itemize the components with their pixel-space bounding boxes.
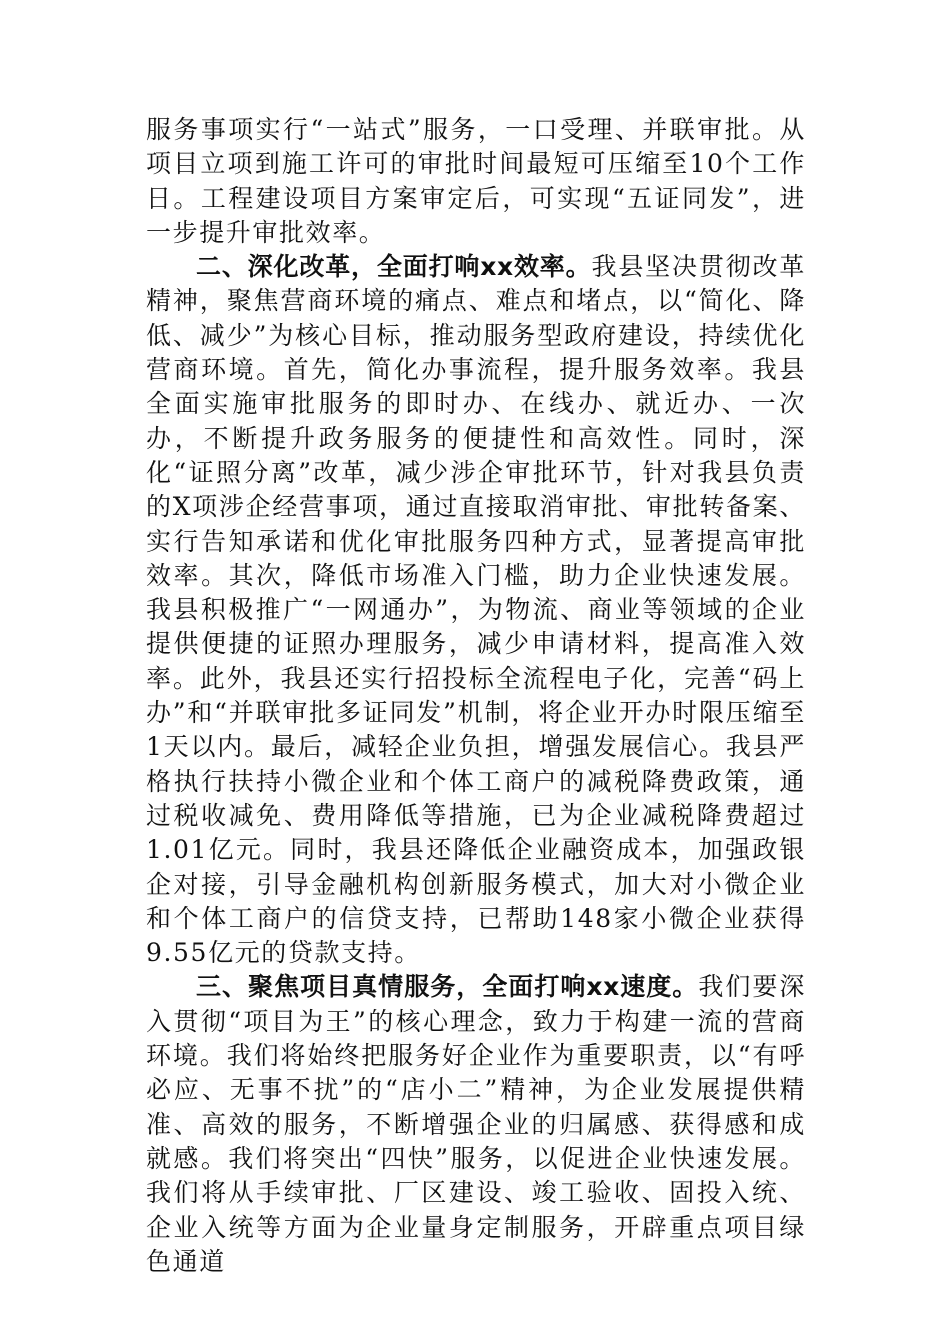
paragraph-2 — [146, 250, 806, 970]
paragraph-1-body: 服务事项实行“一站式”服务，一口受理、并联审批。从项目立项到施工许可的审批时间最短可压缩至10个工作日。工程建设项目方案审定后，可实现“五证同发”，进一步提升审批效率。 — [146, 115, 806, 247]
section-heading-3: 三、聚焦项目真情服务，全面打响xx速度。 — [196, 972, 699, 1002]
paragraph-2-body: 我县坚决贯彻改革精神，聚焦营商环境的痛点、难点和堵点，以“简化、降低、减少”为核心目标，推动服务型政府建设，持续优化营商环境。首先，简化办事流程，提升服务效率。我县全面实施审批服务的即时办、在线办、就近办、一次办，不断提升政务服务的便捷性和高效性。同时，深化“证照分离”改革，减少涉企审批环节，针对我县负责的X项涉企经营事项，通过直接取消审批、审批转备案、实行告知承诺和优化审批服务四种方式，显著提高审批效率。其次，降低市场准入门槛，助力企业快速发展。我县积极推广“一网通办”，为物流、商业等领域的企业提供便捷的证照办理服务，减少申请材料，提高准入效率。此外，我县还实行招投标全流程电子化，完善“码上办”和“并联审批多证同发”机制，将企业开办时限压缩至1天以内。最后，减轻企业负担，增强发展信心。我县严格执行扶持小微企业和个体工商户的减税降费政策，通过税收减免、费用降低等措施，已为企业减税降费超过1.01亿元。同时，我县还降低企业融资成本，加强政银企对接，引导金融机构创新服务模式，加大对小微企业和个体工商户的信贷支持，已帮助148家小微企业获得9.55亿元的贷款支持。 — [146, 252, 806, 968]
paragraph-3 — [146, 970, 806, 1279]
paragraph-1 — [146, 113, 806, 250]
paragraph-3-body: 我们要深入贯彻“项目为王”的核心理念，致力于构建一流的营商环境。我们将始终把服务好企业作为重要职责，以“有呼必应、无事不扰”的“店小二”精神，为企业发展提供精准、高效的服务，不断增强企业的归属感、获得感和成就感。我们将突出“四快”服务，以促进企业快速发展。我们将从手续审批、厂区建设、竣工验收、固投入统、企业入统等方面为企业量身定制服务，开辟重点项目绿色通道 — [146, 972, 806, 1276]
section-heading-2: 二、深化改革，全面打响xx效率。 — [196, 252, 592, 282]
document-page — [146, 113, 806, 1279]
